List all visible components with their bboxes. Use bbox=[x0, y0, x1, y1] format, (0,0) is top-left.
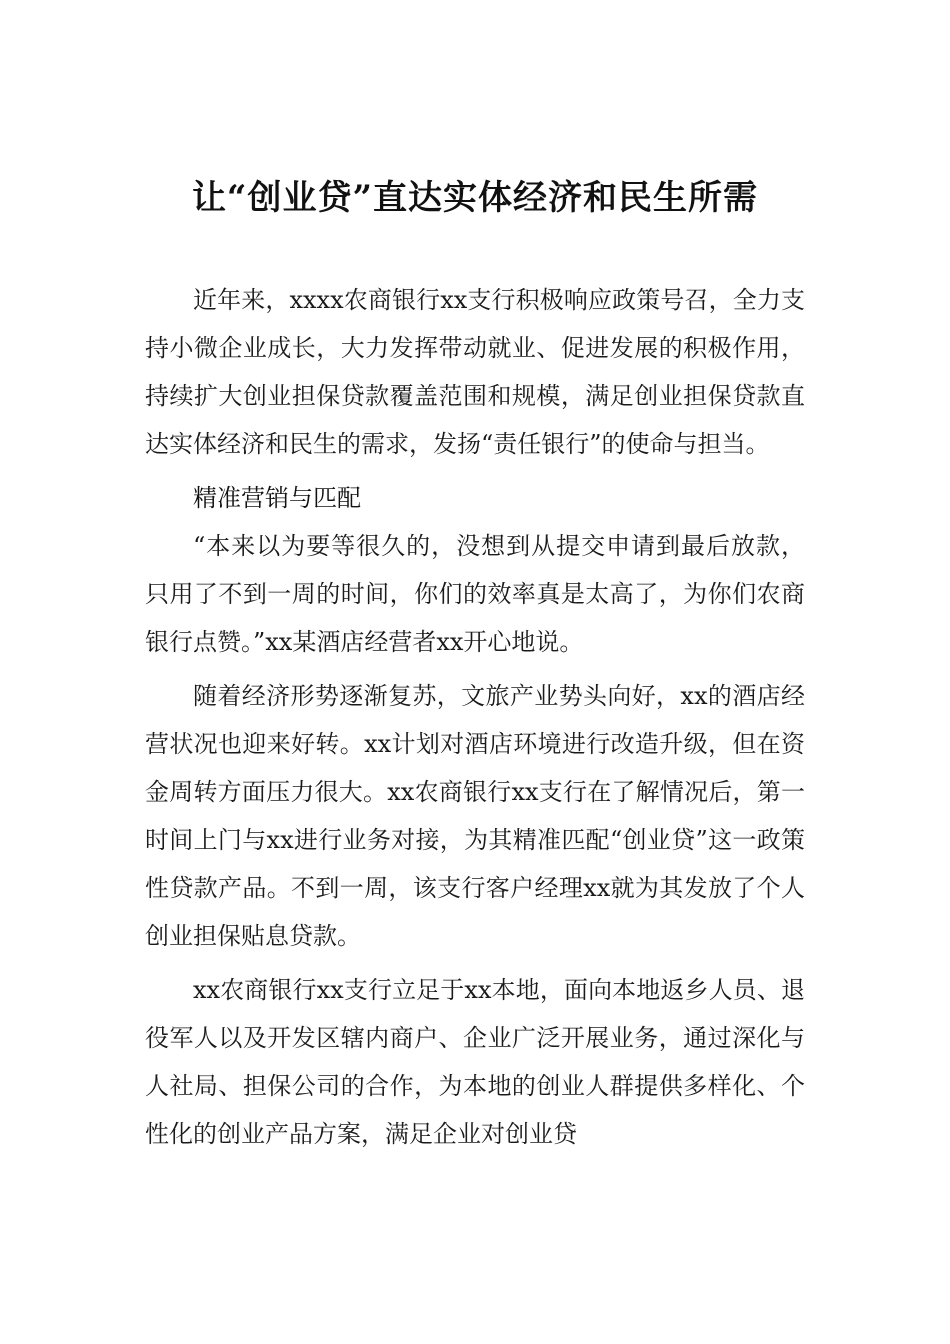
section-heading: 精准营销与匹配 bbox=[193, 484, 361, 512]
paragraph-quote: “本来以为要等很久的，没想到从提交申请到最后放款，只用了不到一周的时间，你们的效率真是太高了，为你们农商银行点赞。”xx某酒店经营者xx开心地说。 bbox=[145, 532, 805, 656]
paragraph-intro: 近年来，xxxx农商银行xx支行积极响应政策号召，全力支持小微企业成长，大力发挥带动就业、促进发展的积极作用，持续扩大创业担保贷款覆盖范围和规模，满足创业担保贷款直达实体经济和民生的需求，发扬“责任银行”的使命与担当。 bbox=[145, 286, 805, 458]
document-title: 让“创业贷”直达实体经济和民生所需 bbox=[191, 178, 759, 218]
paragraph-branch-service: xx农商银行xx支行立足于xx本地，面向本地返乡人员、退役军人以及开发区辖内商户、企业广泛开展业务，通过深化与人社局、担保公司的合作，为本地的创业人群提供多样化、个性化的创业产品方案，满足企业对创业贷 bbox=[145, 976, 805, 1148]
paragraph-hotel-case: 随着经济形势逐渐复苏，文旅产业势头向好，xx的酒店经营状况也迎来好转。xx计划对酒店环境进行改造升级，但在资金周转方面压力很大。xx农商银行xx支行在了解情况后，第一时间上门与xx进行业务对接，为其精准匹配“创业贷”这一政策性贷款产品。不到一周，该支行客户经理xx就为其发放了个人创业担保贴息贷款。 bbox=[145, 682, 805, 950]
document-body bbox=[145, 276, 805, 1158]
